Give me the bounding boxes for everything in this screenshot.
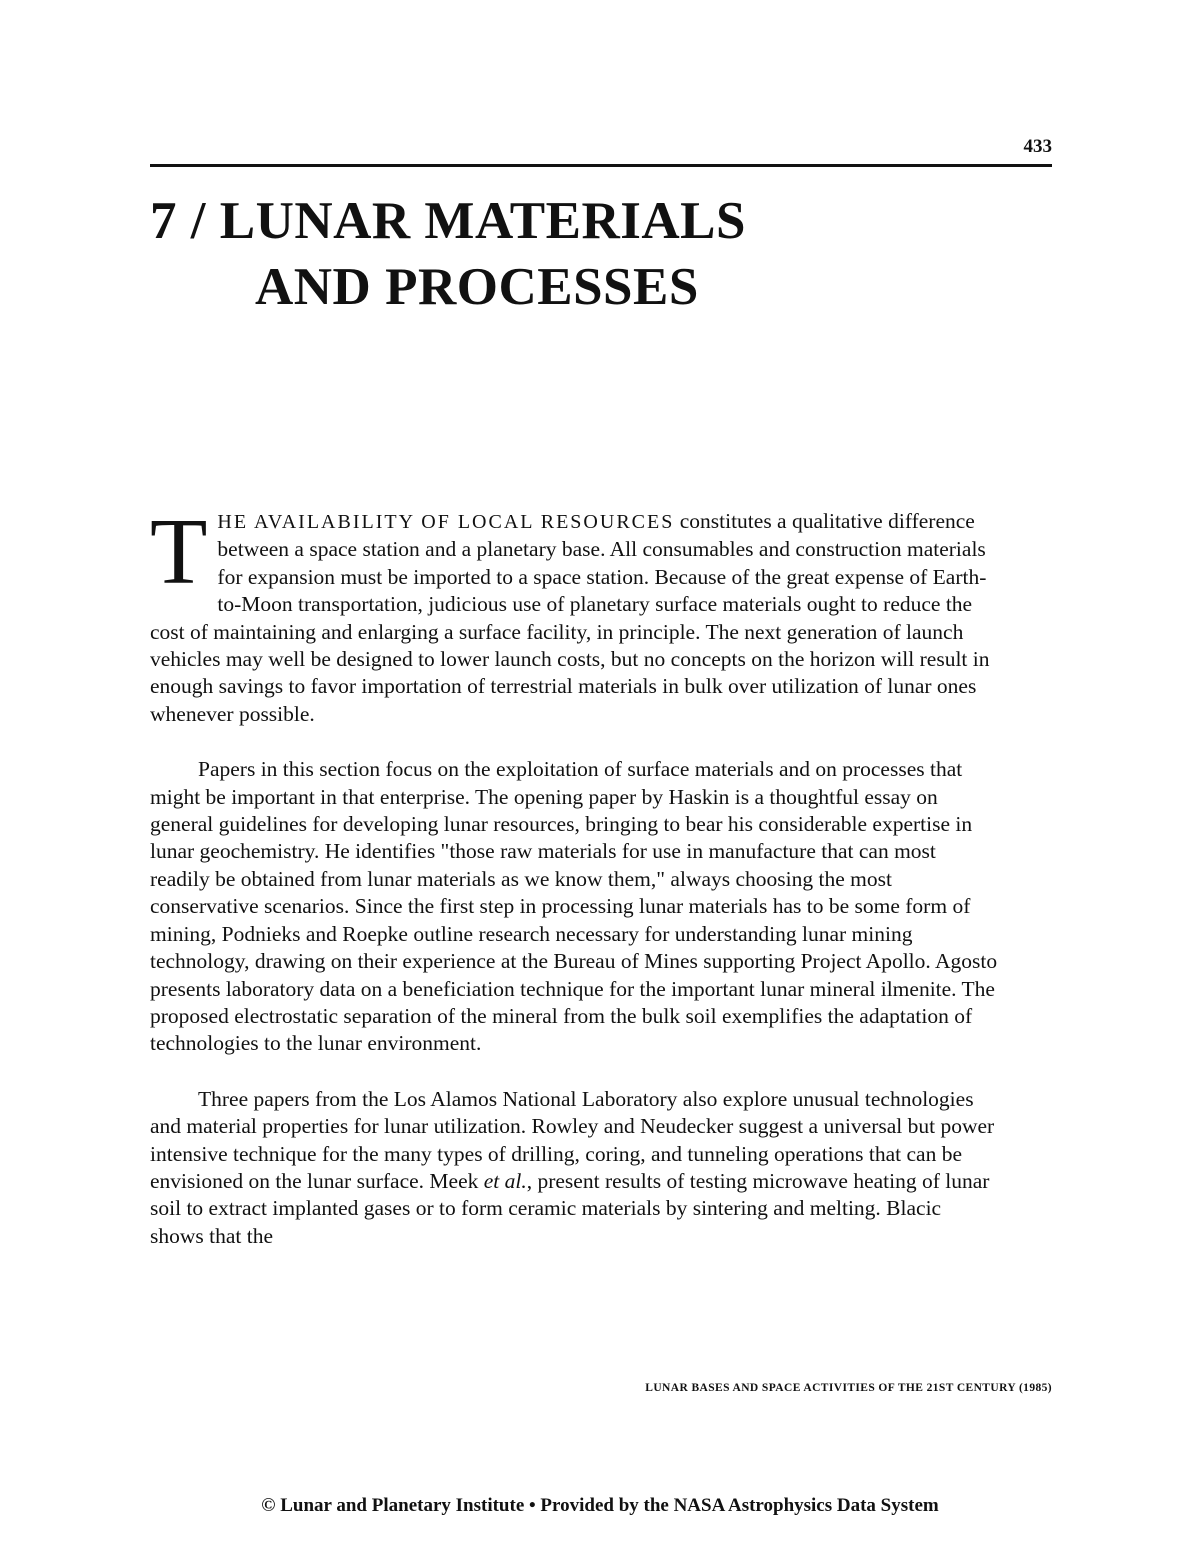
- lead-in-small-caps: HE AVAILABILITY OF LOCAL RESOURCES: [217, 511, 675, 533]
- paragraph-3-italic: et al.: [483, 1168, 527, 1193]
- book-title-footer: LUNAR BASES AND SPACE ACTIVITIES OF THE 21ST CENTURY (1985): [645, 1382, 1052, 1394]
- paragraph-2: Papers in this section focus on the exploitation of surface materials and on processes that might be important in that enterprise. The opening paper by Haskin is a thoughtful essay on general guidelines for developing lunar resources, bringing to bear his considerable expertise in lunar geochemistry. He identifies "those raw materials for use in manufacture that can most readily be obtained from lunar materials as we know them," always choosing the most conservative scenarios. Since the first step in processing lunar materials has to be some form of mining, Podnieks and Roepke outline research necessary for understanding lunar mining technology, drawing on their experience at the Bureau of Mines supporting Project Apollo. Agosto presents laboratory data on a beneficiation technique for the important lunar mineral ilmenite. The proposed electrostatic separation of the mineral from the bulk soil exemplifies the adaptation of technologies to the lunar environment.: [150, 757, 998, 1056]
- paragraph-3-text-b: , present results of testing microwave heating of lunar soil to extract implanted gases or to form ceramic materials by sintering and melting. Blacic shows that the: [150, 1168, 990, 1248]
- credit-line: © Lunar and Planetary Institute • Provided by the NASA Astrophysics Data System: [261, 1495, 939, 1516]
- chapter-title-line-2: AND PROCESSES: [255, 258, 699, 316]
- page-number: 433: [1023, 136, 1052, 157]
- header-rule: [150, 164, 1052, 167]
- paragraph-1: [150, 500, 1000, 728]
- paragraph-3-text-a: Three papers from the Los Alamos National Laboratory also explore unusual technologies and material properties for lunar utilization. Rowley and Neudecker suggest a universal but power intensive technique for the many types of drilling, coring, and tunneling operations that can be envisioned on the lunar surface. Meek: [150, 1086, 995, 1193]
- drop-cap: T: [150, 500, 208, 604]
- paragraph-3: [150, 1086, 1000, 1250]
- chapter-title-line-1: 7 / LUNAR MATERIALS: [150, 192, 746, 250]
- article-body: [150, 500, 1000, 1250]
- paragraph-1-text: constitutes a qualitative difference between a space station and a planetary base. All consumables and construction materials for expansion must be imported to a space station. Because of the great expense of Earth-to-Moon transportation, judicious use of planetary surface materials ought to reduce the cost of maintaining and enlarging a surface facility, in principle. The next generation of launch vehicles may well be designed to lower launch costs, but no concepts on the horizon will result in enough savings to favor importation of terrestrial materials in bulk over utilization of lunar ones whenever possible.: [150, 509, 990, 726]
- chapter-title: [150, 188, 746, 320]
